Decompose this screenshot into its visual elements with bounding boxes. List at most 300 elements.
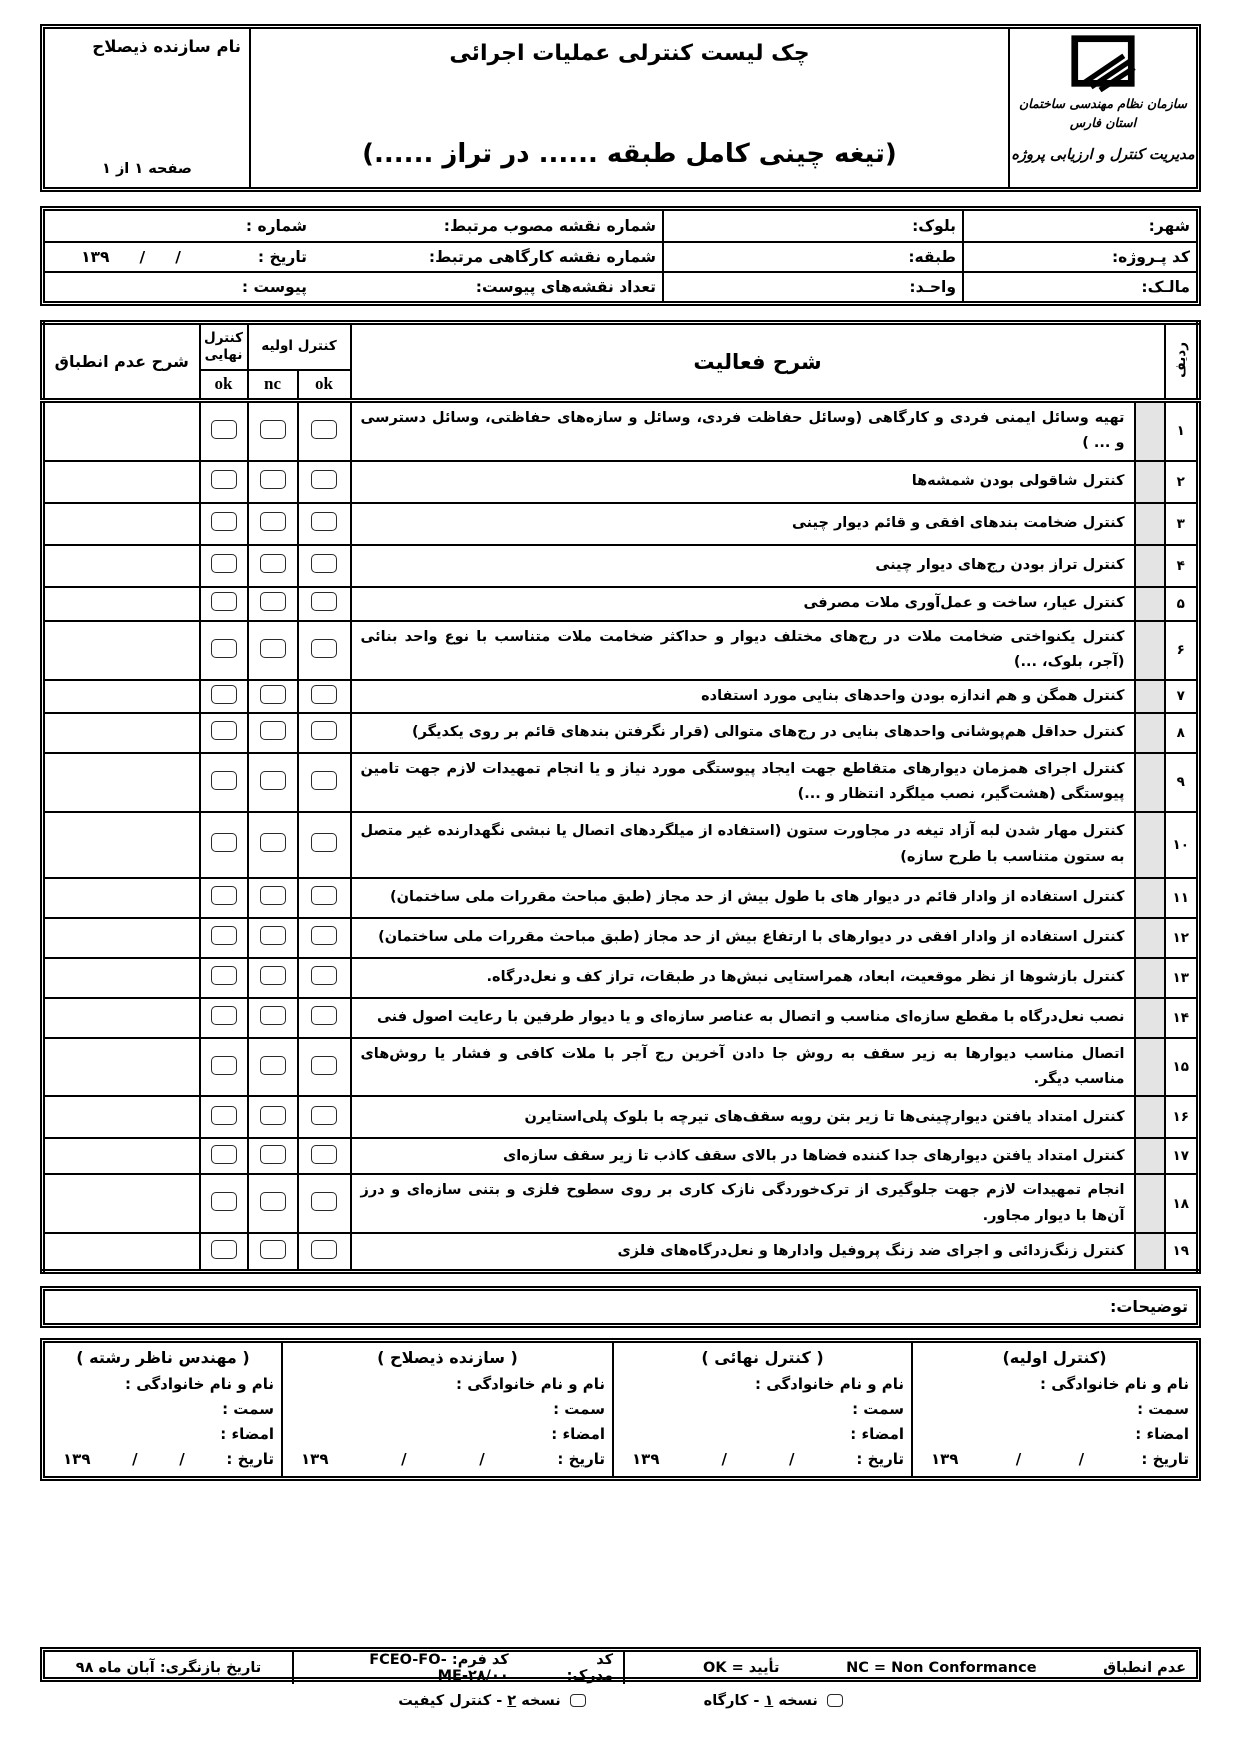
final-ok-checkbox[interactable] xyxy=(211,886,237,905)
final-ok-cell xyxy=(200,503,248,545)
info-input-area[interactable] xyxy=(970,273,1141,301)
row-shaded-strip xyxy=(1135,878,1165,918)
copy-checkbox[interactable] xyxy=(570,1694,586,1707)
legend-ok: تأیید = OK xyxy=(703,1659,780,1676)
org-name xyxy=(1019,95,1187,133)
activity-description: کنترل تراز بودن رج‌های دیوار چینی xyxy=(351,545,1135,587)
final-ok-cell xyxy=(200,1138,248,1174)
signature-column-title: ( سازنده ذیصلاح ) xyxy=(377,1347,518,1367)
nonconformance-description-cell[interactable] xyxy=(43,1233,200,1271)
signature-input-area[interactable] xyxy=(52,1422,220,1447)
nonconformance-description-cell[interactable] xyxy=(43,878,200,918)
initial-ok-cell xyxy=(298,918,351,958)
row-number: ۱۱ xyxy=(1165,878,1199,918)
initial-ok-checkbox[interactable] xyxy=(311,1106,337,1125)
row-shaded-strip xyxy=(1135,587,1165,621)
initial-ok-checkbox[interactable] xyxy=(311,1240,337,1259)
initial-nc-cell xyxy=(248,878,298,918)
row-number: ۵ xyxy=(1165,587,1199,621)
row-number: ۴ xyxy=(1165,545,1199,587)
nonconformance-description-cell[interactable] xyxy=(43,1174,200,1233)
row-number: ۲ xyxy=(1165,461,1199,503)
info-row xyxy=(45,271,1196,301)
initial-nc-checkbox[interactable] xyxy=(260,1192,286,1211)
checklist-row xyxy=(43,878,1199,918)
activity-description: کنترل استفاده از وادار قائم در دیوار های با طول بیش از حد مجاز (طبق مباحث مقررات ملی ساختمان) xyxy=(351,878,1135,918)
footer-legend xyxy=(40,1647,1201,1682)
final-ok-checkbox[interactable] xyxy=(211,1006,237,1025)
initial-ok-cell xyxy=(298,713,351,753)
activity-description: تهیه وسائل ایمنی فردی و کارگاهی (وسائل حفاظت فردی، وسائل و سازه‌های حفاظتی، وسائل دسترسی و ... ) xyxy=(351,401,1135,461)
initial-nc-cell xyxy=(248,812,298,878)
initial-nc-checkbox[interactable] xyxy=(260,1006,286,1025)
signature-role-row: سمت : xyxy=(45,1397,281,1422)
row-shaded-strip xyxy=(1135,812,1165,878)
row-number: ۶ xyxy=(1165,621,1199,680)
info-label: شماره نقشه کارگاهی مرتبط: xyxy=(428,248,656,266)
date-year-prefix: ۱۳۹ xyxy=(931,1450,959,1469)
signature-name-row: نام و نام خانوادگی : xyxy=(913,1372,1196,1397)
initial-ok-checkbox[interactable] xyxy=(311,512,337,531)
activity-description: کنترل ضخامت بندهای افقی و قائم دیوار چینی xyxy=(351,503,1135,545)
nonconformance-description-cell[interactable] xyxy=(43,545,200,587)
info-cell-right xyxy=(964,273,1196,301)
notes-label: توضیحات: xyxy=(1109,1297,1188,1317)
nonconformance-description-cell[interactable] xyxy=(43,713,200,753)
org-department: مدیریت کنترل و ارزیابی پروژه xyxy=(1011,146,1195,163)
row-shaded-strip xyxy=(1135,753,1165,812)
org-logo-icon xyxy=(1065,35,1141,93)
row-shaded-strip xyxy=(1135,1174,1165,1233)
subheader-initial-ok: ok xyxy=(298,370,351,401)
initial-nc-cell xyxy=(248,753,298,812)
final-ok-cell xyxy=(200,545,248,587)
info-label: کد پـروژه: xyxy=(1111,248,1190,266)
initial-nc-cell xyxy=(248,713,298,753)
row-shaded-strip xyxy=(1135,918,1165,958)
info-input-area[interactable] xyxy=(970,243,1112,271)
nonconformance-description-cell[interactable] xyxy=(43,680,200,713)
signature-sign-row: امضاء : xyxy=(913,1422,1196,1447)
copy-distribution-item: نسخه ۲ - کنترل کیفیت xyxy=(398,1693,585,1709)
legend-cell xyxy=(625,1652,1196,1684)
initial-nc-checkbox[interactable] xyxy=(260,771,286,790)
project-info xyxy=(40,206,1201,306)
checklist-row xyxy=(43,1096,1199,1138)
initial-nc-checkbox[interactable] xyxy=(260,554,286,573)
info-input-area[interactable] xyxy=(307,273,476,301)
info-label: شهر: xyxy=(1148,217,1190,235)
row-number: ۱۹ xyxy=(1165,1233,1199,1271)
final-ok-cell xyxy=(200,878,248,918)
checklist-row xyxy=(43,1138,1199,1174)
signature-sign-row: امضاء : xyxy=(614,1422,911,1447)
signature-date-row: تاریخ : / / ۱۳۹ xyxy=(632,1450,904,1469)
subheader-initial-nc: nc xyxy=(248,370,298,401)
activity-description: کنترل استفاده از وادار افقی در دیوارهای با ارتفاع بیش از حد مجاز (طبق مباحث مقررات ملی ساختمان) xyxy=(351,918,1135,958)
info-input-area[interactable] xyxy=(670,273,909,301)
initial-ok-checkbox[interactable] xyxy=(311,1192,337,1211)
signature-sign-row: امضاء : xyxy=(45,1422,281,1447)
legend-nc: NC = Non Conformance xyxy=(846,1659,1037,1676)
row-shaded-strip xyxy=(1135,461,1165,503)
final-ok-checkbox[interactable] xyxy=(211,833,237,852)
initial-ok-checkbox[interactable] xyxy=(311,592,337,611)
initial-nc-cell xyxy=(248,1138,298,1174)
row-shaded-strip xyxy=(1135,401,1165,461)
activity-description: کنترل اجرای همزمان دیوارهای متقاطع جهت ایجاد پیوستگی مورد نیاز و یا انجام تمهیدات لازم جهت تامین پیوستگی (هشت‌گیر، نصب میلگرد انتظار و ...) xyxy=(351,753,1135,812)
notes-input-area[interactable] xyxy=(53,1291,1110,1323)
nonconformance-description-cell[interactable] xyxy=(43,918,200,958)
checklist-row xyxy=(43,753,1199,812)
initial-nc-cell xyxy=(248,503,298,545)
final-ok-cell xyxy=(200,812,248,878)
activity-description: کنترل عیار، ساخت و عمل‌آوری ملات مصرفی xyxy=(351,587,1135,621)
nonconformance-description-cell[interactable] xyxy=(43,401,200,461)
signature-column xyxy=(614,1343,913,1476)
signature-role-row: سمت : xyxy=(283,1397,612,1422)
final-ok-cell xyxy=(200,713,248,753)
activity-description: کنترل یکنواختی ضخامت ملات در رج‌های مختلف دیوار و حداکثر ضخامت ملات متناسب با نوع واحد بنائی (آجر، بلوک، ...) xyxy=(351,621,1135,680)
info-cell-right xyxy=(964,243,1196,271)
signature-input-area[interactable] xyxy=(920,1422,1135,1447)
column-header-row-number: ردیف xyxy=(1165,323,1199,401)
final-ok-cell xyxy=(200,958,248,998)
row-shaded-strip xyxy=(1135,680,1165,713)
signature-column xyxy=(283,1343,614,1476)
form-title: چک لیست کنترلی عملیات اجرائی xyxy=(449,41,810,66)
info-input-area[interactable] xyxy=(670,243,908,271)
activity-description: کنترل شاقولی بودن شمشه‌ها xyxy=(351,461,1135,503)
initial-nc-cell xyxy=(248,1174,298,1233)
info-value-area[interactable] xyxy=(51,211,211,241)
initial-nc-cell xyxy=(248,680,298,713)
info-label: مالـک: xyxy=(1141,278,1190,296)
checklist-row xyxy=(43,958,1199,998)
signature-date-row: تاریخ : / / ۱۳۹ xyxy=(931,1450,1189,1469)
checklist-row xyxy=(43,401,1199,461)
checklist-row xyxy=(43,812,1199,878)
revision-date: تاریخ بازنگری: آبان ماه ۹۸ xyxy=(45,1652,294,1684)
final-ok-checkbox[interactable] xyxy=(211,554,237,573)
initial-ok-checkbox[interactable] xyxy=(311,420,337,439)
checklist-row xyxy=(43,1174,1199,1233)
activity-description: کنترل بازشوها از نظر موقعیت، ابعاد، همراستایی نبش‌ها در طبقات، تراز کف و نعل‌درگاه. xyxy=(351,958,1135,998)
initial-ok-cell xyxy=(298,998,351,1038)
info-label: پیوست : xyxy=(241,278,307,296)
final-ok-checkbox[interactable] xyxy=(211,639,237,658)
initial-nc-checkbox[interactable] xyxy=(260,1056,286,1075)
checklist-row xyxy=(43,1038,1199,1097)
final-ok-checkbox[interactable] xyxy=(211,721,237,740)
date-value[interactable]: / / ۱۳۹ xyxy=(81,248,181,266)
final-ok-cell xyxy=(200,680,248,713)
org-logo-cell xyxy=(1010,29,1196,187)
signatures-section xyxy=(40,1338,1201,1481)
copy-checkbox[interactable] xyxy=(827,1694,843,1707)
signature-date-row: تاریخ : / / ۱۳۹ xyxy=(301,1450,605,1469)
initial-ok-cell xyxy=(298,1038,351,1097)
final-ok-checkbox[interactable] xyxy=(211,1056,237,1075)
final-ok-checkbox[interactable] xyxy=(211,685,237,704)
doc-code-label: کد مدرک: xyxy=(566,1651,613,1684)
final-ok-cell xyxy=(200,1096,248,1138)
info-input-area[interactable] xyxy=(970,211,1149,241)
info-label: شماره : xyxy=(245,217,307,235)
column-header-initial-control: کنترل اولیه xyxy=(248,323,351,370)
nonconformance-description-cell[interactable] xyxy=(43,1038,200,1097)
initial-nc-checkbox[interactable] xyxy=(260,592,286,611)
row-number: ۸ xyxy=(1165,713,1199,753)
initial-ok-checkbox[interactable] xyxy=(311,685,337,704)
final-ok-checkbox[interactable] xyxy=(211,771,237,790)
initial-nc-checkbox[interactable] xyxy=(260,886,286,905)
initial-ok-checkbox[interactable] xyxy=(311,639,337,658)
checklist-row xyxy=(43,680,1199,713)
initial-ok-cell xyxy=(298,503,351,545)
final-ok-cell xyxy=(200,621,248,680)
blank-space xyxy=(40,1481,1201,1647)
signature-role-row: سمت : xyxy=(614,1397,911,1422)
column-header-nonconformance: شرح عدم انطباق xyxy=(43,323,200,401)
initial-nc-checkbox[interactable] xyxy=(260,966,286,985)
row-shaded-strip xyxy=(1135,958,1165,998)
initial-ok-cell xyxy=(298,1138,351,1174)
signature-sign-row: امضاء : xyxy=(283,1422,612,1447)
final-ok-cell xyxy=(200,1038,248,1097)
row-number: ۱۶ xyxy=(1165,1096,1199,1138)
info-row xyxy=(45,211,1196,241)
initial-nc-cell xyxy=(248,1038,298,1097)
nonconformance-description-cell[interactable] xyxy=(43,503,200,545)
initial-nc-checkbox[interactable] xyxy=(260,639,286,658)
activity-description: کنترل حداقل هم‌پوشانی واحدهای بنایی در رج‌های متوالی (قرار نگرفتن بندهای قائم بر روی یکدیگر) xyxy=(351,713,1135,753)
date-year-prefix: ۱۳۹ xyxy=(632,1450,660,1469)
row-shaded-strip xyxy=(1135,503,1165,545)
nonconformance-description-cell[interactable] xyxy=(43,812,200,878)
final-ok-checkbox[interactable] xyxy=(211,1145,237,1164)
builder-label: نام سازنده ذیصلاح xyxy=(92,37,241,56)
initial-nc-checkbox[interactable] xyxy=(260,685,286,704)
initial-nc-checkbox[interactable] xyxy=(260,1106,286,1125)
nonconformance-description-cell[interactable] xyxy=(43,461,200,503)
initial-ok-checkbox[interactable] xyxy=(311,966,337,985)
row-shaded-strip xyxy=(1135,1233,1165,1271)
final-ok-cell xyxy=(200,401,248,461)
org-name-line2: استان فارس xyxy=(1069,114,1137,130)
role-input-area[interactable] xyxy=(621,1397,852,1422)
initial-nc-checkbox[interactable] xyxy=(260,926,286,945)
form-header xyxy=(40,24,1201,192)
activity-description: کنترل همگن و هم اندازه بودن واحدهای بنایی مورد استفاده xyxy=(351,680,1135,713)
checklist-row xyxy=(43,918,1199,958)
initial-ok-checkbox[interactable] xyxy=(311,1145,337,1164)
final-ok-cell xyxy=(200,1174,248,1233)
activity-description: کنترل امتداد یافتن دیوارهای جدا کننده فضاها در بالای سقف کاذب تا زیر سقف سازه‌ای xyxy=(351,1138,1135,1174)
row-shaded-strip xyxy=(1135,1138,1165,1174)
row-number: ۳ xyxy=(1165,503,1199,545)
activity-description: انجام تمهیدات لازم جهت جلوگیری از ترک‌خوردگی نازک کاری بر روی سطوح فلزی و بتنی سازه‌ای و درز آن‌ها با دیوار مجاور. xyxy=(351,1174,1135,1233)
checklist-table xyxy=(40,320,1201,1274)
nonconformance-description-cell[interactable] xyxy=(43,621,200,680)
final-ok-checkbox[interactable] xyxy=(211,1106,237,1125)
form-code: کد فرم: FCEO-FO-ME-۲۸/۰۰ xyxy=(369,1651,509,1684)
copy-distribution-item: نسخه ۱ - کارگاه xyxy=(704,1693,843,1709)
info-label: شماره نقشه مصوب مرتبط: xyxy=(443,217,656,235)
info-label: طبقه: xyxy=(908,248,956,266)
final-ok-checkbox[interactable] xyxy=(211,926,237,945)
role-input-area[interactable] xyxy=(290,1397,553,1422)
initial-nc-cell xyxy=(248,1096,298,1138)
final-ok-checkbox[interactable] xyxy=(211,592,237,611)
initial-ok-cell xyxy=(298,812,351,878)
final-ok-checkbox[interactable] xyxy=(211,420,237,439)
name-input-area[interactable] xyxy=(52,1372,125,1397)
nonconformance-description-cell[interactable] xyxy=(43,1096,200,1138)
initial-nc-checkbox[interactable] xyxy=(260,721,286,740)
name-input-area[interactable] xyxy=(621,1372,755,1397)
initial-nc-cell xyxy=(248,587,298,621)
final-ok-checkbox[interactable] xyxy=(211,966,237,985)
checklist-row xyxy=(43,713,1199,753)
initial-ok-cell xyxy=(298,587,351,621)
row-shaded-strip xyxy=(1135,621,1165,680)
checklist-row xyxy=(43,503,1199,545)
info-cell-right xyxy=(964,211,1196,241)
row-shaded-strip xyxy=(1135,1038,1165,1097)
initial-ok-cell xyxy=(298,680,351,713)
initial-nc-cell xyxy=(248,1233,298,1271)
info-cell-middle xyxy=(664,273,964,301)
initial-ok-cell xyxy=(298,958,351,998)
activity-description: کنترل امتداد یافتن دیوارچینی‌ها تا زیر بتن رویه سقف‌های تیرچه با بلوک پلی‌استایرن xyxy=(351,1096,1135,1138)
initial-ok-checkbox[interactable] xyxy=(311,1006,337,1025)
initial-ok-checkbox[interactable] xyxy=(311,554,337,573)
date-year-prefix: ۱۳۹ xyxy=(63,1450,91,1469)
signature-input-area[interactable] xyxy=(621,1422,850,1447)
date-year-prefix: ۱۳۹ xyxy=(301,1450,329,1469)
final-ok-checkbox[interactable] xyxy=(211,1240,237,1259)
row-number: ۹ xyxy=(1165,753,1199,812)
row-number: ۱۷ xyxy=(1165,1138,1199,1174)
row-number: ۱۵ xyxy=(1165,1038,1199,1097)
info-value-area[interactable] xyxy=(51,273,211,301)
initial-ok-checkbox[interactable] xyxy=(311,886,337,905)
row-shaded-strip xyxy=(1135,713,1165,753)
column-header-final-control: کنترل نهایی xyxy=(200,323,248,370)
initial-nc-checkbox[interactable] xyxy=(260,470,286,489)
initial-ok-cell xyxy=(298,878,351,918)
initial-nc-cell xyxy=(248,621,298,680)
initial-nc-cell xyxy=(248,958,298,998)
initial-nc-cell xyxy=(248,461,298,503)
role-input-area[interactable] xyxy=(52,1397,222,1422)
row-number: ۱۸ xyxy=(1165,1174,1199,1233)
name-input-area[interactable] xyxy=(290,1372,456,1397)
initial-nc-checkbox[interactable] xyxy=(260,833,286,852)
final-ok-checkbox[interactable] xyxy=(211,512,237,531)
initial-ok-cell xyxy=(298,1233,351,1271)
org-name-line1: سازمان نظام مهندسی ساختمان xyxy=(1018,96,1188,111)
row-number: ۱۲ xyxy=(1165,918,1199,958)
row-number: ۱۳ xyxy=(1165,958,1199,998)
info-cell-left xyxy=(45,273,664,301)
initial-nc-cell xyxy=(248,998,298,1038)
nonconformance-description-cell[interactable] xyxy=(43,1138,200,1174)
row-number: ۱۰ xyxy=(1165,812,1199,878)
row-number: ۷ xyxy=(1165,680,1199,713)
activity-description: اتصال مناسب دیوارها به زیر سقف به روش جا دادن آخرین رج آجر با ملات کافی و فشار یا روش‌های مناسب دیگر. xyxy=(351,1038,1135,1097)
legend-nonconformance-fa: عدم انطباق xyxy=(1103,1659,1186,1676)
activity-description: کنترل مهار شدن لبه آزاد تیغه در مجاورت ستون (استفاده از میلگردهای اتصال یا نبشی نگهدارنده غیر متصل به ستون متناسب با طرح سازه) xyxy=(351,812,1135,878)
checklist-row xyxy=(43,545,1199,587)
form-subtitle: (تیغه چینی کامل طبقه ...... در تراز ......) xyxy=(362,139,897,169)
initial-ok-checkbox[interactable] xyxy=(311,1056,337,1075)
initial-ok-checkbox[interactable] xyxy=(311,721,337,740)
initial-ok-checkbox[interactable] xyxy=(311,470,337,489)
final-ok-cell xyxy=(200,998,248,1038)
initial-nc-checkbox[interactable] xyxy=(260,1145,286,1164)
final-ok-checkbox[interactable] xyxy=(211,1192,237,1211)
signature-name-row: نام و نام خانوادگی : xyxy=(283,1372,612,1397)
initial-nc-cell xyxy=(248,401,298,461)
final-ok-checkbox[interactable] xyxy=(211,470,237,489)
info-input-area[interactable] xyxy=(307,211,444,241)
nonconformance-description-cell[interactable] xyxy=(43,753,200,812)
info-input-area[interactable] xyxy=(670,211,912,241)
signature-role-row: سمت : xyxy=(913,1397,1196,1422)
info-label: واحـد: xyxy=(909,278,956,296)
initial-ok-checkbox[interactable] xyxy=(311,771,337,790)
nonconformance-description-cell[interactable] xyxy=(43,587,200,621)
initial-ok-cell xyxy=(298,545,351,587)
info-label: تعداد نقشه‌های پیوست: xyxy=(475,278,656,296)
checklist-row xyxy=(43,998,1199,1038)
initial-nc-checkbox[interactable] xyxy=(260,512,286,531)
nonconformance-description-cell[interactable] xyxy=(43,958,200,998)
initial-nc-cell xyxy=(248,918,298,958)
initial-ok-cell xyxy=(298,1174,351,1233)
row-number: ۱۴ xyxy=(1165,998,1199,1038)
initial-ok-checkbox[interactable] xyxy=(311,926,337,945)
builder-cell xyxy=(45,29,251,187)
column-header-activity: شرح فعالیت xyxy=(351,323,1165,401)
signature-name-row: نام و نام خانوادگی : xyxy=(614,1372,911,1397)
nonconformance-description-cell[interactable] xyxy=(43,998,200,1038)
name-input-area[interactable] xyxy=(920,1372,1040,1397)
initial-nc-checkbox[interactable] xyxy=(260,1240,286,1259)
activity-description: کنترل زنگ‌زدائی و اجرای ضد زنگ پروفیل وادارها و نعل‌درگاه‌های فلزی xyxy=(351,1233,1135,1271)
role-input-area[interactable] xyxy=(920,1397,1137,1422)
activity-description: نصب نعل‌درگاه با مقطع سازه‌ای مناسب و اتصال به عناصر سازه‌ای و یا دیوار طرفین با رعایت اصول فنی xyxy=(351,998,1135,1038)
info-cell-middle xyxy=(664,211,964,241)
initial-ok-checkbox[interactable] xyxy=(311,833,337,852)
row-shaded-strip xyxy=(1135,998,1165,1038)
info-input-area[interactable] xyxy=(307,243,429,271)
checklist-row xyxy=(43,1233,1199,1271)
info-cell-left xyxy=(45,211,664,241)
row-shaded-strip xyxy=(1135,1096,1165,1138)
signature-input-area[interactable] xyxy=(290,1422,551,1447)
info-cell-left xyxy=(45,243,664,271)
document-code-cell xyxy=(294,1652,625,1684)
initial-ok-cell xyxy=(298,753,351,812)
info-cell-middle xyxy=(664,243,964,271)
initial-nc-checkbox[interactable] xyxy=(260,420,286,439)
final-ok-cell xyxy=(200,1233,248,1271)
row-shaded-strip xyxy=(1135,545,1165,587)
initial-ok-cell xyxy=(298,461,351,503)
